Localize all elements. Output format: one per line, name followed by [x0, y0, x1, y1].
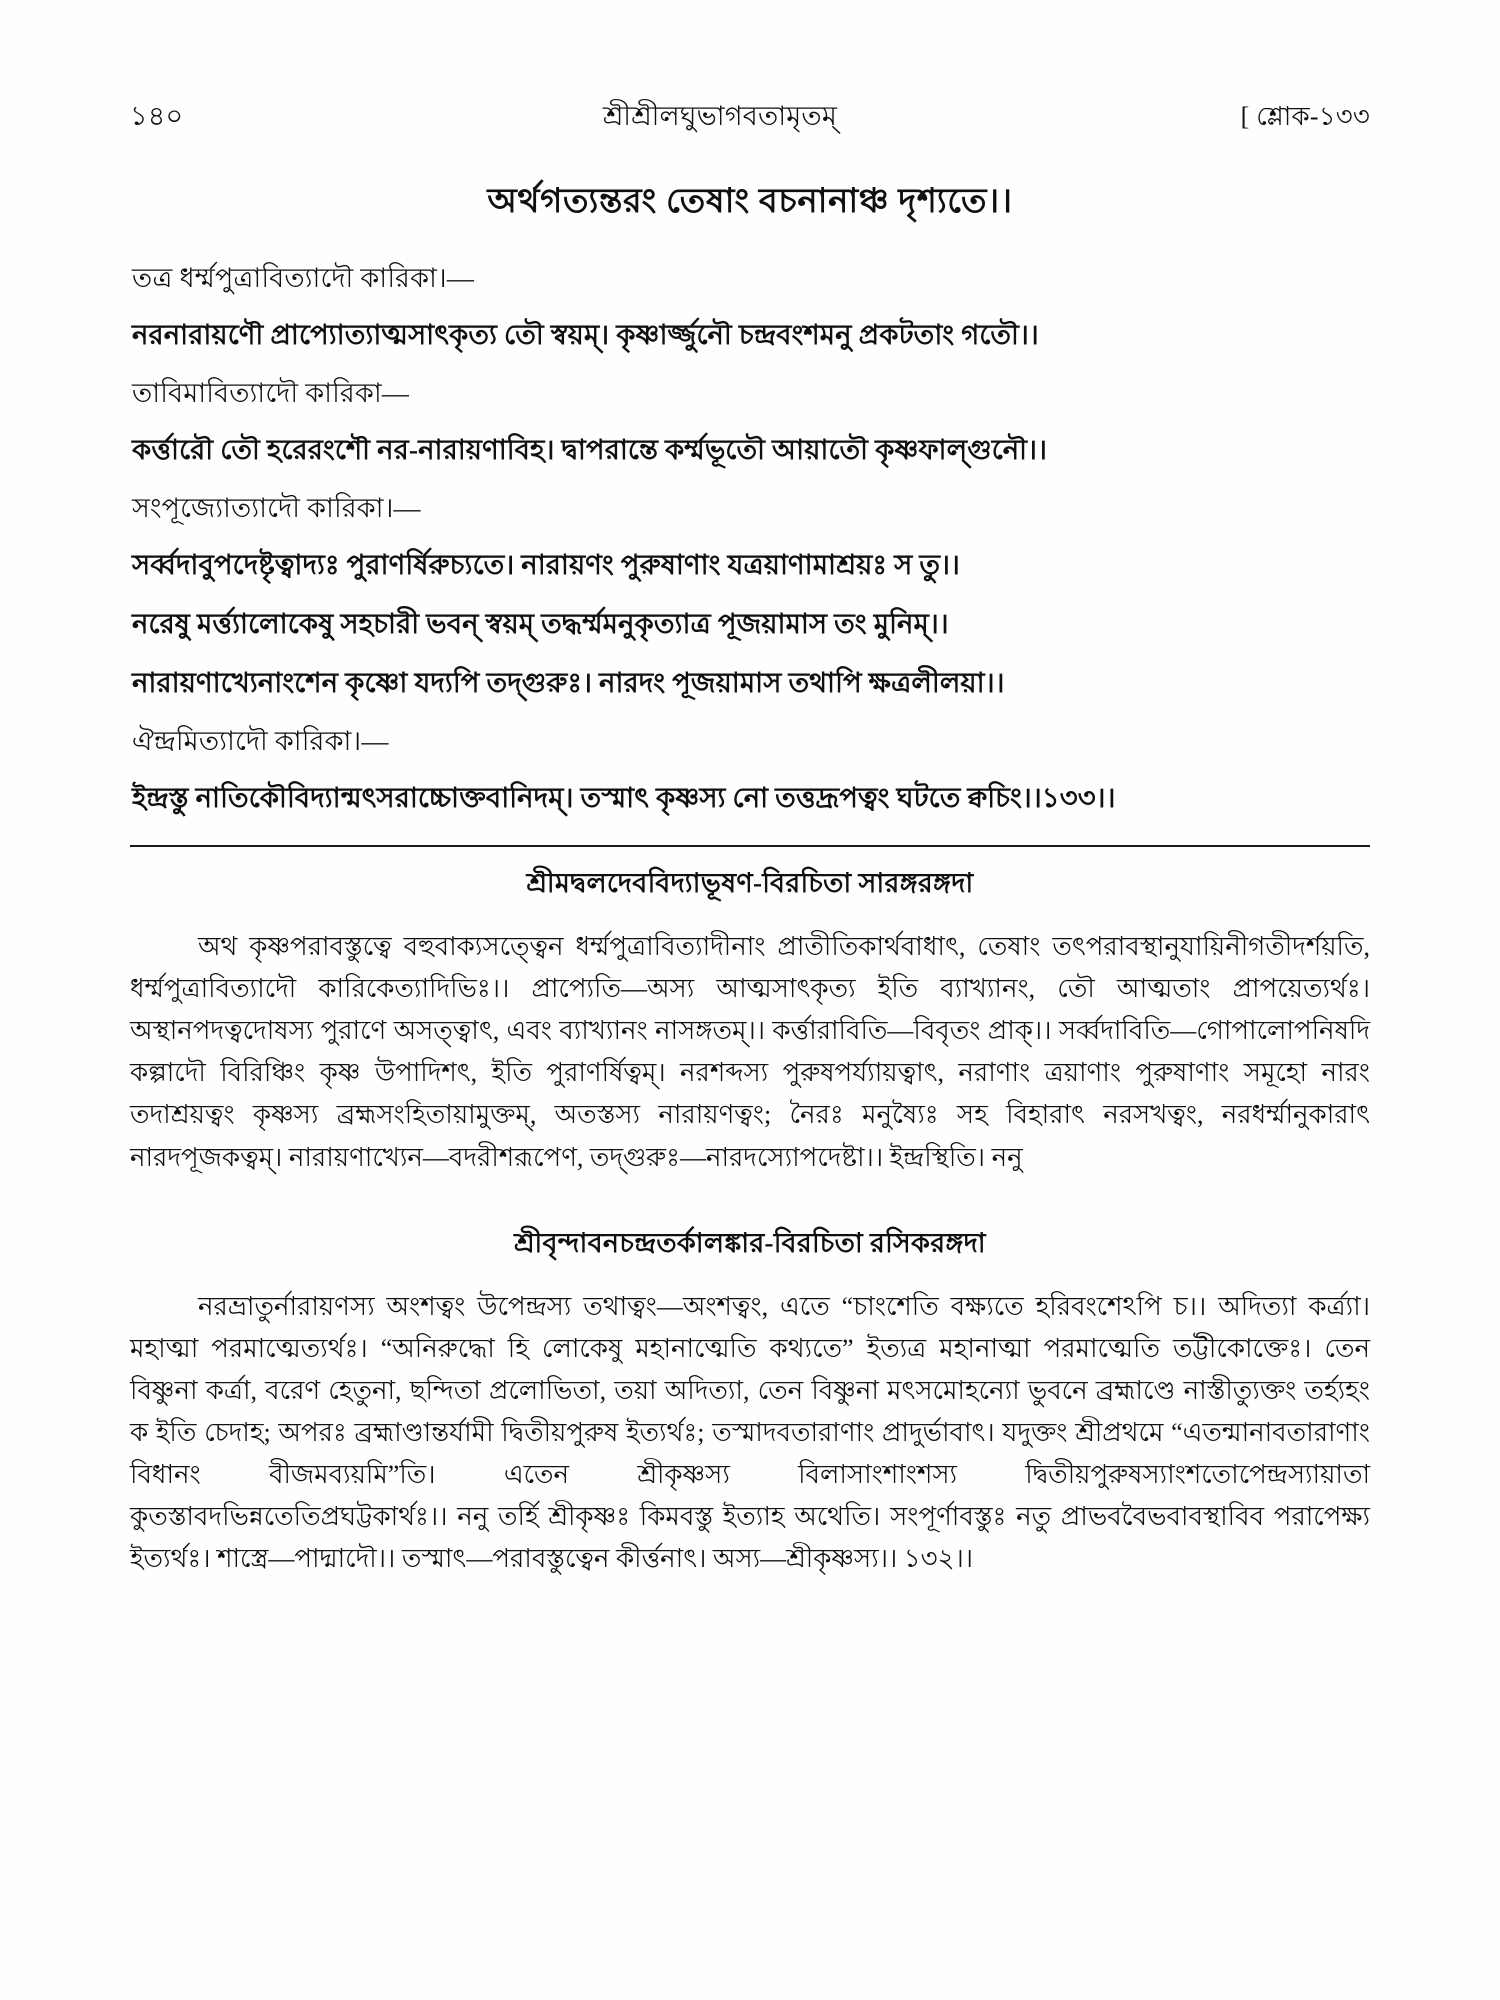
commentary-text-saranga: অথ কৃষ্ণপরাবস্তুত্বে বহুবাক্যসত্ত্বেন ধর্ম্মপুত্রাবিত্যাদীনাং প্রাতীতিকার্থবাধাৎ, তেষাং তৎপরাবস্থানুযায়িনীগতীদর্শয়তি, ধর্ম্মপুত্রাবিত্যাদৌ কারিকেত্যাদিভিঃ।। প্রাপ্যেতি—অস্য আত্মসাৎকৃত্য ইতি ব্যাখ্যানং, তৌ আত্মতাং প্রাপয়েত্যর্থঃ। অস্থানপদত্বদোষস্য পুরাণে অসত্ত্বাৎ, এবং ব্যাখ্যানং নাসঙ্গতম্।। কর্ত্তারাবিতি—বিবৃতং প্রাক্।। সর্ব্বদাবিতি—গোপালোপনিষদি কল্পাদৌ বিরিঞ্চিং কৃষ্ণ উপাদিশৎ, ইতি পুরাণর্ষিত্বম্। নরশব্দস্য পুরুষপর্য্যায়ত্বাৎ, নরাণাং ত্রয়াণাং পুরুষাণাং সমূহো নারং তদাশ্রয়ত্বং কৃষ্ণস্য ব্রহ্মসংহিতায়ামুক্তম্, অতস্তস্য নারায়ণত্বং; নৈরঃ মনুষ্যৈঃ সহ বিহারাৎ নরসখত্বং, নরধর্ম্মানুকারাৎ নারদপূজকত্বম্। নারায়ণাখ্যেন—বদরীশরূপেণ, তদ্গুরুঃ—নারদস্যোপদেষ্টা।। ইন্দ্রস্থিতি। ননু [130, 932, 1370, 1172]
verse-block [130, 258, 1370, 823]
page-number: ১৪০ [130, 101, 184, 131]
verse-marker: [ শ্লোক-১৩৩ [1240, 102, 1370, 131]
verse-line: নারায়ণাখ্যেনাংশেন কৃষ্ণো যদ্যপি তদ্গুরুঃ। নারদং পূজয়ামাস তথাপি ক্ষত্রলীলয়া।। [132, 667, 1005, 698]
verse-line: কর্ত্তারৌ তৌ হরেরংশৌ নর-নারায়ণাবিহ। দ্বাপরান্তে কর্ম্মভূতৌ আয়াতৌ কৃষ্ণফাল্গুনৌ।। [132, 434, 1048, 465]
section-divider [130, 845, 1370, 847]
book-title: শ্রীশ্রীলঘুভাগবতামৃতম্ [602, 101, 838, 131]
verse-line: সর্ব্বদাবুপদেষ্টৃত্বাদ্যঃ পুরাণর্ষিরুচ্যতে। নারায়ণং পুরুষাণাং যত্রয়াণামাশ্রয়ঃ স তু।। [132, 549, 960, 580]
intro-line: সংপূজ্যোত্যাদৌ কারিকা।— [132, 493, 421, 523]
intro-line: তত্র ধর্ম্মপুত্রাবিত্যাদৌ কারিকা।— [132, 263, 475, 293]
running-head [130, 96, 1370, 141]
commentary-text-rasika: নরভ্রাতুর্নারায়ণস্য অংশত্বং উপেন্দ্রস্য তথাত্বং—অংশত্বং, এতে “চাংশেতি বক্ষ্যতে হরিবংশেঽপি চ।। অদিত্যা কর্ত্র্যা। মহাত্মা পরমাত্মেত্যর্থঃ। “অনিরুদ্ধো হি লোকেষু মহানাত্মেতি কথ্যতে” ইত্যত্র মহানাত্মা পরমাত্মেতি তট্টীকোক্তেঃ। তেন বিষ্ণুনা কর্ত্রা, বরেণ হেতুনা, ছন্দিতা প্রলোভিতা, তয়া অদিত্যা, তেন বিষ্ণুনা মৎসমোহন্যো ভুবনে ব্রহ্মাণ্ডে নাস্তীত্যুক্তং তর্হ্যহং ক ইতি চেদাহ; অপরঃ ব্রহ্মাণ্ডান্তর্যামী দ্বিতীয়পুরুষ ইত্যর্থঃ; তস্মাদবতারাণাং প্রাদুর্ভাবাৎ। যদুক্তং শ্রীপ্রথমে “এতন্মানাবতারাণাং বিধানং বীজমব্যয়মি”তি। এতেন শ্রীকৃষ্ণস্য বিলাসাংশাংশস্য দ্বিতীয়পুরুষস্যাংশতোপেন্দ্রস্যায়াতা কুতস্তাবদভিন্নতেতিপ্রঘট্টকার্থঃ।। ননু তর্হি শ্রীকৃষ্ণঃ কিমবস্তু ইত্যাহ অথেতি। সংপূর্ণাবস্তুঃ নতু প্রাভববৈভবাবস্থাবিব পরাপেক্ষ্য ইত্যর্থঃ। শাস্ত্রে—পাদ্মাদৌ।। তস্মাৎ—পরাবস্তুত্বেন কীর্ত্তনাৎ। অস্য—শ্রীকৃষ্ণস্য।। ১৩২।। [130, 1291, 1370, 1574]
commentary-title-rasika: শ্রীবৃন্দাবনচন্দ্রতর্কালঙ্কার-বিরচিতা রসিকরঙ্গদা [514, 1227, 986, 1258]
verse-line: নরেষু মর্ত্ত্যালোকেষু সহচারী ভবন্ স্বয়ম্ তদ্ধর্ম্মমনুকৃত্যাত্র পূজয়ামাস তং মুনিম্।। [132, 608, 949, 639]
verse-line: ইন্দ্রস্তু নাতিকৌবিদ্যান্মৎসরাচ্চোক্তবানিদম্। তস্মাৎ কৃষ্ণস্য নো তত্তদ্রূপত্বং ঘটতে ক্বচিং।।১৩৩।। [132, 782, 1116, 813]
verse-heading: অর্থগত্যন্তরং তেষাং বচনানাঞ্চ দৃশ্যতে।। [487, 183, 1013, 220]
intro-line: ঐন্দ্রমিত্যাদৌ কারিকা।— [132, 726, 389, 756]
verse-line: নরনারায়ণৌ প্রাপ্যোত্যাত্মসাৎকৃত্য তৌ স্বয়ম্। কৃষ্ণার্জ্জুনৌ চন্দ্রবংশমনু প্রকটতাং গতৌ।। [132, 319, 1039, 350]
commentary-title-saranga: শ্রীমদ্বলদেববিদ্যাভূষণ-বিরচিতা সারঙ্গরঙ্গদা [526, 868, 974, 898]
intro-line: তাবিমাবিত্যাদৌ কারিকা— [132, 378, 410, 408]
spacer [130, 1193, 1370, 1213]
